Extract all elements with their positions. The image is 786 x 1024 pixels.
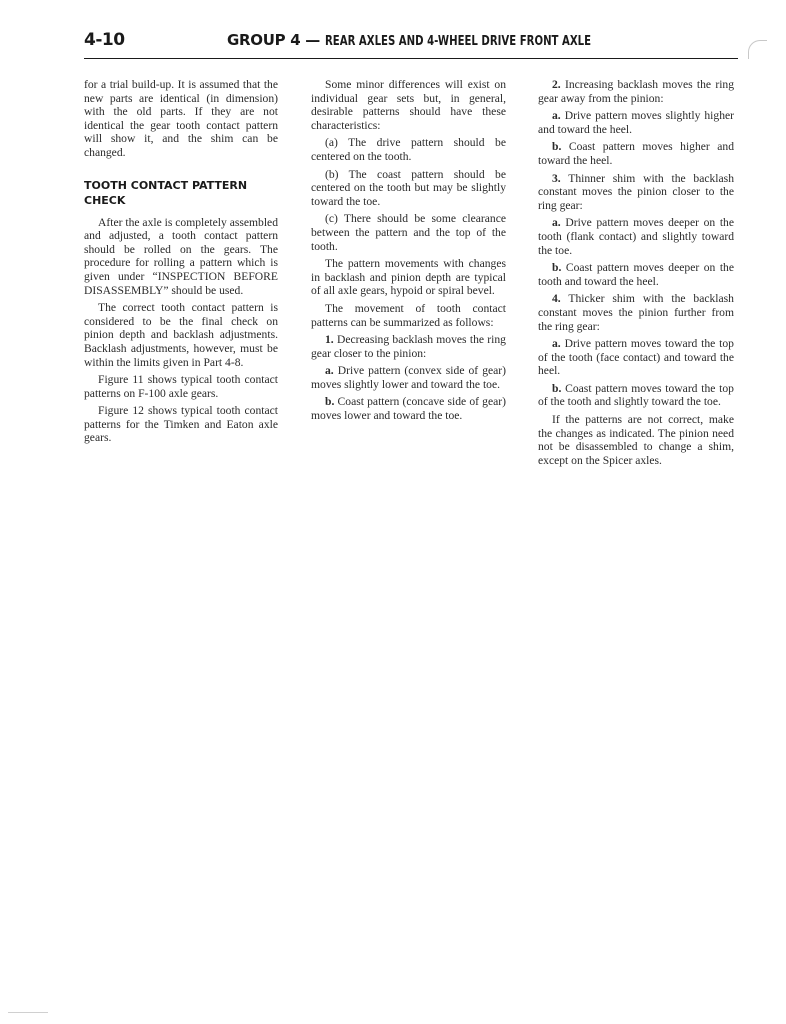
- list-item: [538, 109, 734, 136]
- list-item: [311, 395, 506, 422]
- list-item: [311, 364, 506, 391]
- item-label: a.: [552, 337, 561, 351]
- item-text: Drive pattern moves deeper on the tooth (flank contact) and slightly toward the toe.: [538, 216, 734, 257]
- item-text: Coast pattern moves deeper on the tooth and toward the heel.: [538, 261, 734, 288]
- paragraph: The pattern movements with changes in backlash and pinion depth are typical of all axle gears, hypoid or spiral bevel.: [311, 257, 506, 298]
- list-item: [538, 261, 734, 288]
- item-text: Coast pattern (concave side of gear) moves lower and toward the toe.: [311, 395, 506, 423]
- group-label: GROUP 4 —: [227, 31, 320, 49]
- paragraph: (a) The drive pattern should be centered on the tooth.: [311, 136, 506, 163]
- item-text: Thicker shim with the backlash constant moves the pinion further from the ring gear:: [538, 292, 734, 333]
- item-label: b.: [552, 140, 562, 154]
- item-text: Thinner shim with the backlash constant moves the pinion closer to the ring gear:: [538, 171, 734, 212]
- paragraph: Figure 11 shows typical tooth contact patterns on F-100 axle gears.: [84, 373, 278, 400]
- item-text: Decreasing backlash moves the ring gear closer to the pinion:: [311, 333, 506, 360]
- item-text: Drive pattern (convex side of gear) moves slightly lower and toward the toe.: [311, 364, 507, 391]
- list-item: [538, 140, 734, 167]
- group-subtitle: REAR AXLES AND 4-WHEEL DRIVE FRONT AXLE: [324, 34, 591, 49]
- item-text: Drive pattern moves slightly higher and toward the heel.: [538, 109, 734, 136]
- item-label: a.: [552, 109, 561, 123]
- item-text: Coast pattern moves higher and toward the heel.: [538, 140, 734, 167]
- paragraph: for a trial build-up. It is assumed that the new parts are identical (in dimension) with the old parts. If they are not identical the gear tooth contact pattern will show it, and the shim can be changed.: [84, 78, 278, 159]
- item-text: Drive pattern moves toward the top of the tooth (face contact) and toward the heel.: [538, 337, 734, 378]
- item-text: Coast pattern moves toward the top of the tooth and slightly toward the toe.: [538, 381, 734, 409]
- paragraph: Figure 12 shows typical tooth contact patterns for the Timken and Eaton axle gears.: [84, 404, 278, 445]
- paragraph: The correct tooth contact pattern is considered to be the final check on pinion depth and backlash adjustments. Backlash adjustments, however, must be within the limits given in Part 4-8.: [84, 301, 278, 369]
- paragraph: (b) The coast pattern should be centered on the tooth but may be slightly toward the toe.: [311, 167, 506, 208]
- item-label: a.: [552, 216, 561, 230]
- list-item: [538, 216, 734, 257]
- paragraph: If the patterns are not correct, make the changes as indicated. The pinion need not be disassembled to change a shim, except on the Spicer axles.: [538, 413, 734, 467]
- item-number: 2.: [552, 78, 561, 91]
- item-number: 3.: [552, 171, 561, 185]
- list-item: [538, 78, 734, 105]
- item-number: 4.: [552, 292, 561, 306]
- list-item: [538, 172, 734, 213]
- text-column-3: [538, 78, 734, 471]
- list-item: [538, 292, 734, 333]
- paragraph: After the axle is completely assembled and adjusted, a tooth contact pattern should be rolled on the gears. The procedure for rolling a pattern which is given under “INSPECTION BEFORE DISASSEMBLY” should be used.: [84, 215, 278, 297]
- text-column-2: [311, 78, 506, 427]
- item-text: Increasing backlash moves the ring gear away from the pinion:: [538, 78, 735, 105]
- item-label: a.: [325, 364, 334, 378]
- text-column-1: [84, 78, 278, 449]
- item-label: b.: [552, 261, 562, 275]
- page-header: [84, 28, 738, 59]
- page-number: 4-10: [84, 30, 125, 50]
- paragraph: Some minor differences will exist on individual gear sets but, in general, desirable patterns should have these characteristics:: [311, 78, 506, 132]
- paragraph: The movement of tooth contact patterns can be summarized as follows:: [311, 301, 506, 329]
- item-number: 1.: [325, 333, 334, 347]
- list-item: [538, 382, 734, 409]
- item-label: b.: [325, 395, 335, 409]
- paragraph: (c) There should be some clearance between the pattern and the top of the tooth.: [311, 212, 506, 253]
- section-heading: TOOTH CONTACT PATTERN CHECK: [84, 178, 248, 207]
- group-title: [227, 31, 666, 49]
- scan-mark: [8, 1012, 48, 1013]
- list-item: [311, 333, 506, 360]
- list-item: [538, 337, 734, 378]
- item-label: b.: [552, 381, 562, 395]
- page-corner-mark: [748, 40, 767, 59]
